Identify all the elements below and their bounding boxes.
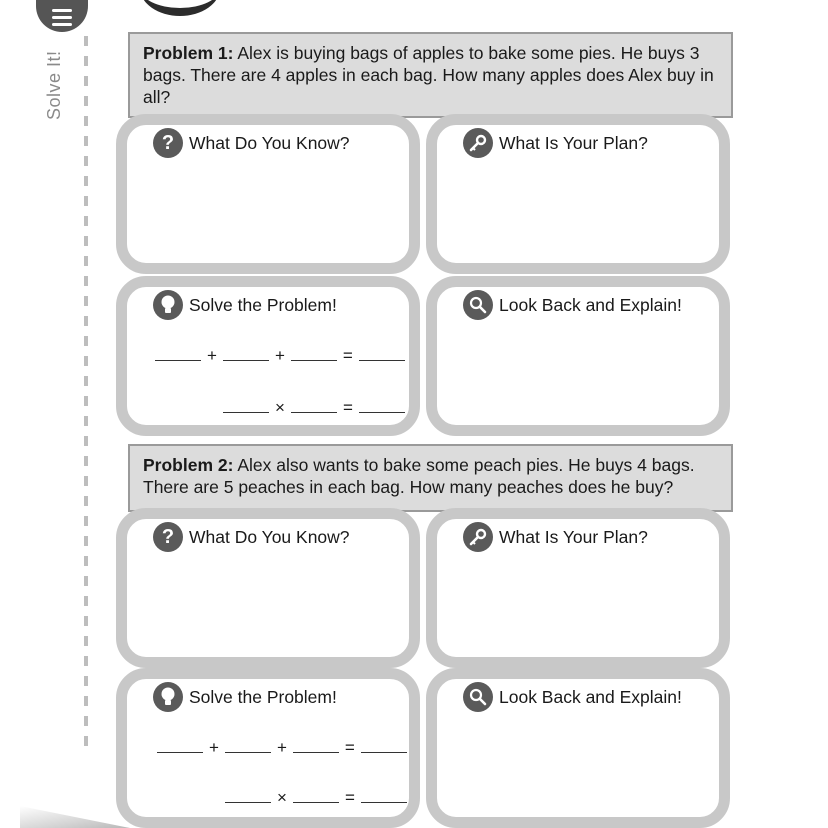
answer-blank[interactable]	[157, 751, 203, 753]
key-icon	[463, 128, 493, 158]
plus-sign: +	[207, 346, 217, 365]
problem-2-statement	[128, 444, 733, 512]
answer-blank[interactable]	[225, 801, 271, 803]
know-label: What Do You Know?	[189, 132, 350, 153]
problem-2-know-box[interactable]	[116, 508, 420, 668]
problem-2-text: Alex also wants to bake some peach pies. He buys 4 bags. There are 5 peaches in each bag. How many peaches does he buy?	[143, 455, 695, 497]
multiplication-equation	[223, 399, 405, 417]
plus-sign: +	[209, 738, 219, 757]
question-icon: ?	[153, 128, 183, 158]
answer-blank[interactable]	[225, 751, 271, 753]
addition-equation	[157, 739, 407, 757]
times-sign: ×	[275, 398, 285, 417]
addition-equation	[155, 347, 405, 365]
equals-sign: =	[342, 346, 353, 365]
problem-1-know-box[interactable]	[116, 114, 420, 274]
multiplication-equation	[225, 789, 407, 807]
magnifier-icon	[463, 290, 493, 320]
answer-blank[interactable]	[361, 751, 407, 753]
answer-blank[interactable]	[291, 411, 337, 413]
know-label: What Do You Know?	[189, 526, 350, 547]
answer-blank[interactable]	[359, 411, 405, 413]
page-curl	[20, 806, 130, 828]
question-icon: ?	[153, 522, 183, 552]
key-icon	[463, 522, 493, 552]
answer-blank[interactable]	[293, 801, 339, 803]
problem-2-look-back-box[interactable]	[426, 668, 730, 828]
problem-1-statement	[128, 32, 733, 118]
problem-1-solve-box[interactable]	[116, 276, 420, 436]
plus-sign: +	[274, 346, 285, 365]
solve-label: Solve the Problem!	[189, 294, 337, 315]
plus-sign: +	[276, 738, 287, 757]
plan-label: What Is Your Plan?	[499, 132, 648, 153]
solve-label: Solve the Problem!	[189, 686, 337, 707]
look-back-label: Look Back and Explain!	[499, 686, 682, 707]
problem-1-plan-box[interactable]	[426, 114, 730, 274]
problem-2-plan-box[interactable]	[426, 508, 730, 668]
side-dashed-strip	[84, 36, 88, 752]
problem-1-label: Problem 1:	[143, 43, 234, 63]
problem-2-solve-box[interactable]	[116, 668, 420, 828]
answer-blank[interactable]	[223, 411, 269, 413]
top-decoration	[140, 0, 220, 16]
menu-tab	[36, 0, 88, 32]
plan-label: What Is Your Plan?	[499, 526, 648, 547]
equals-sign: =	[342, 398, 353, 417]
lightbulb-icon	[153, 290, 183, 320]
times-sign: ×	[277, 788, 287, 807]
look-back-label: Look Back and Explain!	[499, 294, 682, 315]
menu-lines-icon	[52, 9, 72, 26]
answer-blank[interactable]	[223, 359, 269, 361]
side-label: Solve It!	[44, 50, 64, 120]
lightbulb-icon	[153, 682, 183, 712]
equals-sign: =	[344, 788, 355, 807]
answer-blank[interactable]	[291, 359, 337, 361]
answer-blank[interactable]	[293, 751, 339, 753]
problem-1-text: Alex is buying bags of apples to bake some pies. He buys 3 bags. There are 4 apples in each bag. How many apples does Alex buy in all?	[143, 43, 714, 107]
answer-blank[interactable]	[361, 801, 407, 803]
problem-1-look-back-box[interactable]	[426, 276, 730, 436]
problem-2-label: Problem 2:	[143, 455, 234, 475]
magnifier-icon	[463, 682, 493, 712]
answer-blank[interactable]	[155, 359, 201, 361]
answer-blank[interactable]	[359, 359, 405, 361]
equals-sign: =	[344, 738, 355, 757]
